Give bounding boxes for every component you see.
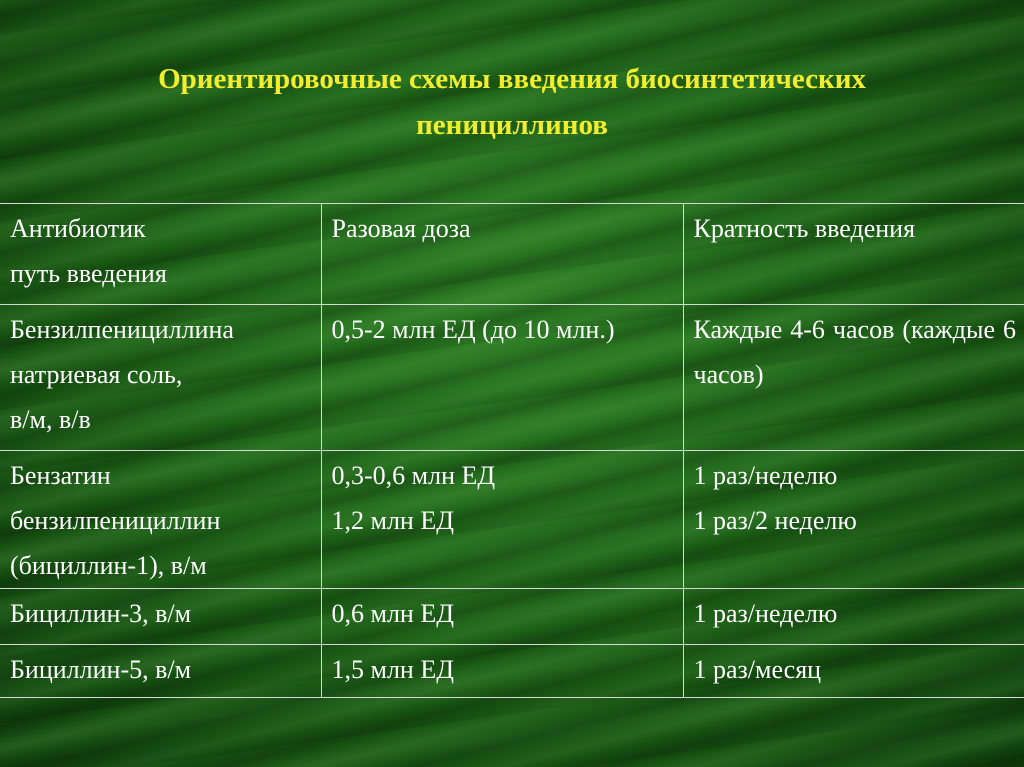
- cell-text: 1,5 млн ЕД: [331, 655, 454, 684]
- cell-text: 0,6 млн ЕД: [331, 599, 454, 628]
- cell-text: натриевая соль,: [10, 360, 183, 389]
- table-row: [0, 589, 1024, 645]
- cell-frequency: [683, 305, 1024, 451]
- cell-antibiotic: [0, 451, 321, 589]
- cell-antibiotic: [0, 589, 321, 645]
- cell-dose: [321, 645, 683, 698]
- cell-text: 0,3-0,6 млн ЕД: [331, 461, 496, 490]
- cell-frequency: [683, 589, 1024, 645]
- header-frequency: [683, 204, 1024, 305]
- slide-title-line-2: пенициллинов: [416, 109, 608, 141]
- cell-text: (бициллин-1), в/м: [10, 551, 207, 580]
- cell-frequency: [683, 645, 1024, 698]
- cell-text: в/м, в/в: [10, 405, 91, 434]
- dosing-table: [0, 203, 1024, 698]
- header-antibiotic: [0, 204, 321, 305]
- cell-text: Бензатин: [10, 461, 111, 490]
- table-header-row: [0, 204, 1024, 305]
- cell-dose: [321, 451, 683, 589]
- cell-dose: [321, 589, 683, 645]
- slide-title: [0, 56, 1024, 148]
- cell-text: 1 раз/неделю: [693, 461, 838, 490]
- cell-text: 1 раз/неделю: [693, 599, 838, 628]
- cell-antibiotic: [0, 645, 321, 698]
- table-row: [0, 305, 1024, 451]
- header-dose-line: Разовая доза: [331, 214, 471, 243]
- table-row: [0, 451, 1024, 589]
- cell-text: Бициллин-5, в/м: [10, 655, 192, 684]
- cell-dose: [321, 305, 683, 451]
- cell-text: бензилпенициллин: [10, 506, 221, 535]
- cell-text: Бициллин-3, в/м: [10, 599, 192, 628]
- table-row: [0, 645, 1024, 698]
- cell-antibiotic: [0, 305, 321, 451]
- header-dose: [321, 204, 683, 305]
- cell-text: 1 раз/месяц: [693, 655, 822, 684]
- cell-text: 1 раз/2 неделю: [693, 506, 857, 535]
- slide-title-line-1: Ориентировочные схемы введения биосинтетических: [158, 63, 866, 95]
- cell-text: Бензилпенициллина: [10, 315, 234, 344]
- cell-text: 1,2 млн ЕД: [331, 506, 454, 535]
- cell-text: 0,5-2 млн ЕД (до 10 млн.): [331, 315, 615, 344]
- header-antibiotic-line: путь введения: [10, 259, 167, 288]
- header-frequency-line: Кратность введения: [693, 214, 916, 243]
- cell-text: Каждые 4-6 часов (каждые 6 часов): [693, 315, 1016, 389]
- header-antibiotic-line: Антибиотик: [10, 214, 146, 243]
- cell-frequency: [683, 451, 1024, 589]
